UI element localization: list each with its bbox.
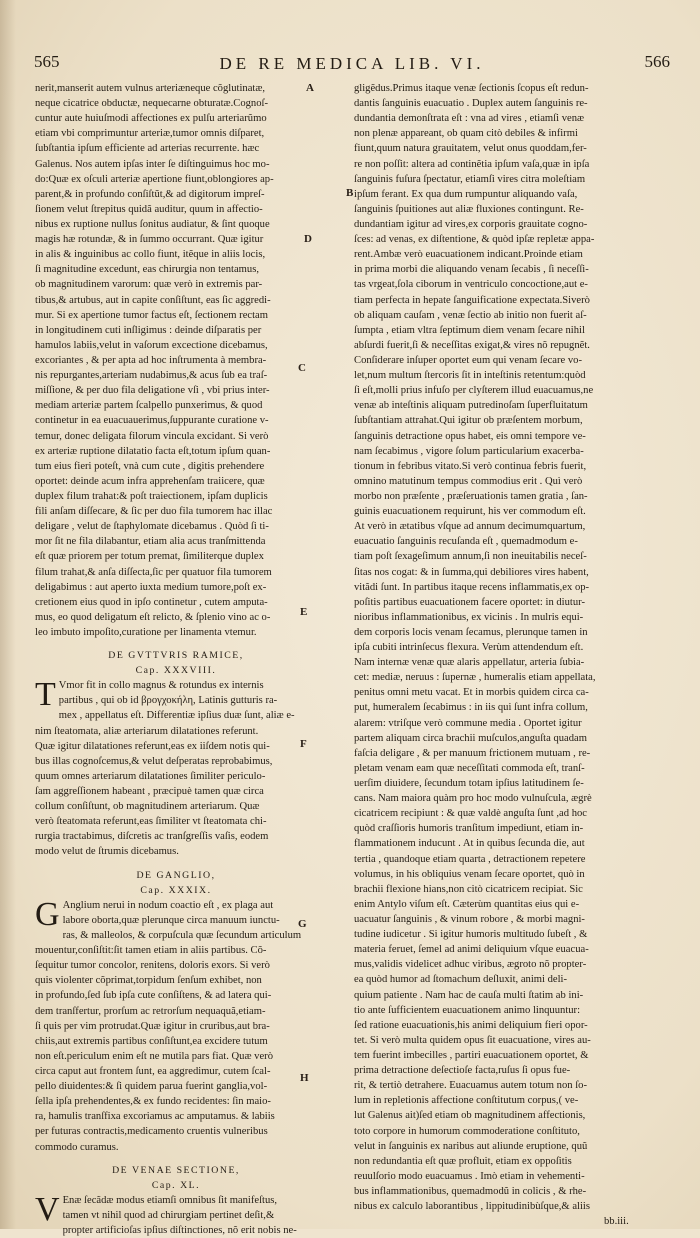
left-text-line: mor ſit ne fila dilabantur, etiam alia acus tranſmittenda [35, 536, 266, 548]
running-title: DE RE MEDICA LIB. VI. [219, 54, 485, 73]
right-text-line: guinis euacuationem requirunt, his ver commodum eſt. [354, 506, 586, 518]
gutturis-ramex-section-line: rurgia tractabimus, diſcretis ac tranſgreſſis vaſis, eodem [35, 831, 269, 843]
venae-sectione-section-line: Enæ ſecãdæ modus etiamſi omnibus ſit manifeſtus, [62, 1194, 278, 1206]
right-text-line: venæ ab inteſtinis aliquam putredinoſam ſuperfluitatum [354, 400, 588, 412]
right-text-line: nioribus inflammationibus, ex vicinis . In mulris equi- [354, 611, 584, 623]
right-text-line: tionum in febribus vitato.Si verò continua febris fuerit, [354, 460, 587, 472]
ganglio-section-line: ſequitur tumor concolor, renitens, doloris exors. Si verò [35, 960, 270, 972]
ganglio-section-line: mouentur,conſiſtit:ſit tamen etiam in aliis partibus. Cõ- [35, 945, 267, 957]
right-text-line: ſitas nos cogat: & in ſumma,qui debiliores vires habent, [354, 566, 589, 578]
ganglio-section-line: ſella ipſa prehendentes,& ex fundo recidentes: ſin maio- [35, 1096, 271, 1108]
right-text-line: tiam poſt ſexageſimum annum,ſi non ineuitabilis neceſ- [354, 551, 587, 563]
ganglio-section-chapter: Cap. XXXIX. [140, 884, 212, 896]
right-text-line: ſces: ad venas, ex diſtentione, & quòd ipſæ repletæ appa- [354, 234, 595, 246]
left-text-line: mediam arteriæ partem ſcalpello punxerimus, & quod [35, 400, 263, 412]
left-text-line: ex arteriæ ruptione dilatatio facta eſt,totum ipſum quan- [35, 445, 271, 457]
right-text-line: dundantiam igitur ad vires,ex corporis grauitate cogno- [354, 218, 588, 230]
right-text-line: ea quòd humor ad ſtomachum deſluxit, animi deli- [354, 974, 568, 986]
left-text-line: filum trahat,& anſa diſſecta,ſic per quatuor fila tumorem [35, 566, 272, 578]
ganglio-section-line: Anglium nerui in nodum coactio eſt , ex plaga aut [62, 899, 274, 911]
margin-letter-c: C [298, 362, 306, 374]
left-text-line: fili anſam diſſecare, & ſic per duo fila tumorem hac illac [35, 506, 273, 518]
right-text-line: in prima morbi die aliquando venam ſecabis , ſi neceſſi- [354, 264, 589, 276]
ganglio-section-line: pello diuidentes:& ſi quidem parua fuerint ganglia,vol- [35, 1081, 268, 1093]
ganglio-section-line: ras, & malleolos, & corpuſcula quæ ſecundum articulum [62, 930, 302, 942]
right-text-line: At verò in ætatibus vſque ad annum decimumquartum, [354, 521, 586, 533]
right-text-line: euacuatio ſanguinis recuſanda eſt , quemadmodum e- [354, 536, 578, 548]
left-text-line: tibus,& artubus, aut in capite conſiſtunt, eas ſic aggredi- [35, 294, 271, 306]
right-text-line: dantis ſanguinis euacuatio . Duplex autem ſanguinis re- [354, 98, 588, 110]
gutturis-ramex-section-line: verò ſteatomata referunt,eas ſimiliter vt ſteatomata chi- [35, 816, 267, 828]
gutturis-ramex-section-body [35, 678, 317, 859]
ganglio-section-line: ra, hamulis tranſfixa excoriamus ac amputamus. & labiis [35, 1111, 275, 1123]
right-text-line: tiam perfecta in hepate ſanguificatione expectata.Siverò [354, 294, 590, 306]
right-text-line: cans. Nam maiora quàm pro hoc modo vulnuſcula, ægrè [354, 793, 592, 805]
left-text-line: tum eius fieri poteſt, vnà cum cute , digitis prehendere [35, 460, 265, 472]
margin-letter-d: D [304, 233, 312, 245]
left-text-line: leo imbuto impoſito,curatione per linamenta vtemur. [35, 626, 257, 638]
right-text-line: quium patiente . Nam hac de cauſa multi ſtatim ab ini- [354, 989, 584, 1001]
spacer [35, 860, 317, 868]
left-text-line: temur, donec deligata filorum vincula excidant. Si verò [35, 430, 269, 442]
right-text-line: Nam internæ venæ quæ alaris appellatur, arteria ſubia- [354, 657, 585, 669]
left-text-line: mus, eo quod deligatum eſt relicto, & ſplenio vino ac o- [35, 611, 271, 623]
right-text-line: ob aliquam cauſam , venæ ſectio ab initio non fuerit aſ- [354, 309, 587, 321]
gutturis-ramex-section-chapter: Cap. XXXVIII. [135, 665, 217, 677]
left-text-line: eſt quæ priorem per totum premat, ſimiliterque duplex [35, 551, 264, 563]
left-text-line: do:Quæ ex oſculi arteriæ apertione fiunt,oblongiores ap- [35, 173, 274, 185]
left-text-line: ſionem velut ſtrepitus quidã auditur, quum in affectio- [35, 203, 263, 215]
right-text-line: omnino matutinum tempus commodius erit . Quì verò [354, 475, 583, 487]
right-text-line: ſumpta , etiam vltra ſeptimum diem venam ſecare nihil [354, 324, 585, 336]
right-text-line: tio ante ſufficientem euacuationem animo linquuntur: [354, 1004, 581, 1016]
left-text-line: etiam vbi comprimuntur arteriæ,tumor omnis diſparet, [35, 128, 265, 140]
left-text-line: ſi magnitudine excedunt, eas chirurgia non tentamus, [35, 264, 259, 276]
ganglio-section-body [35, 895, 317, 1155]
right-text-line: uacuatur ſanguinis , & vinum robore , & morbi magni- [354, 914, 585, 926]
right-text-line: enim Antylo viſum eſt. Cæterùm quantitas eius qui e- [354, 898, 580, 910]
venae-sectione-section-heading: DE VENAE SECTIONE, [112, 1164, 240, 1176]
left-text-line: nerit,manserit autem vulnus arteriæneque cõglutinatæ, [35, 83, 266, 94]
right-text-line: gligẽdus.Primus itaque venæ ſectionis ſcopus eſt redun- [354, 83, 589, 94]
right-text-line: tas vrgeat,ſola ciborum in ventriculo concoctione,aut e- [354, 279, 588, 291]
right-text-line: tudine iudicetur . Si igitur humoris multitudo ſubeſt , & [354, 929, 588, 941]
margin-letter-f: F [300, 738, 307, 750]
right-text-line: tem fuerint imbecilles , partiri euacuationem oportet, & [354, 1050, 589, 1061]
margin-letter-e: E [300, 606, 308, 618]
ganglio-section-line: ſi quis per vim protrudat.Quæ igitur in cruribus,aut bra- [35, 1020, 270, 1032]
left-text-line: deligabimus : aut aperto iuxta medium tumore,poſt ex- [35, 581, 267, 593]
ganglio-section-drop-cap: G [35, 895, 60, 933]
left-column [35, 81, 317, 1238]
gutturis-ramex-section-line: quum omnes arteriarum dilatationes ſimiliter periculo- [35, 770, 266, 782]
right-text-line: Conſiderare inſuper oportet eum qui venam ſecare vo- [354, 354, 582, 366]
ganglio-section-heading: DE GANGLIO, [136, 869, 216, 881]
ganglio-section-line: in profundo,ſed ſub ipſa cute conſiſtens, & ad latera qui- [35, 990, 272, 1002]
right-text-line: non redundantia eſt quæ profluit, etiam ex oppoſitis [354, 1155, 572, 1167]
right-text-line: vitãdi ſunt. In partibus itaque recens inflammatis,ex op- [354, 581, 590, 593]
gutturis-ramex-section-line: partibus , qui ob id βρογχοκήλη, Latinis gutturis ra- [58, 695, 278, 707]
left-text-line: ſubſtantia ipſum efficiente ad arterias recurrente. hæc [35, 143, 260, 155]
left-text-line: parent,& in profundo conſiſtũt,& ad digitorum impreſ- [35, 188, 265, 200]
right-text-line: nibus ex calculo laborantibus , lippitudinibùſque,& aliis [354, 1201, 590, 1213]
right-text-line: cet: mediæ, neruus : ſupernæ , humeralis etiam appellata, [354, 672, 596, 684]
right-text-line: quòd craſſioris humoris tranſitum impediunt, etiam in- [354, 823, 584, 835]
running-head [34, 52, 670, 82]
left-text-line: deligare , velut de ſtaphylomate dicebamus . Quòd ſi ti- [35, 521, 269, 533]
venae-sectione-section-line: tamen vt nihil quod ad chirurgiam pertinet deſit,& [62, 1209, 275, 1221]
margin-letter-b: B [346, 187, 354, 199]
right-text-line: cicatricem recipiunt : & quæ valdè anguſta ſunt ,ad hoc [354, 808, 587, 820]
gutturis-ramex-section-line: bus illas cognoſcemus,& velut deſperatas reprobabimus, [35, 755, 273, 767]
left-text-line: hamulos labiis,velut in vaſorum excectione dicebamus, [35, 339, 268, 351]
right-text-line: ipſum ferant. Ex qua dum rumpuntur aliquando vaſa, [354, 188, 578, 200]
right-text-line: penitus omni metu vacat. Et in morbis quidem circa ca- [354, 687, 589, 699]
ganglio-section-line: labore oborta,quæ plerunque circa manuum iunctu- [62, 914, 280, 926]
left-text-line: duplex filum trahat:& poſt traiectionem, ipſam duplicis [35, 490, 268, 502]
right-text-line: put, humeralem ſecabimus : in iis qui ſunt infra collum, [354, 702, 588, 714]
folio-right: 566 [644, 52, 670, 71]
right-text-line: prima detractione deſectioſe facta,ruſus ſi opus fue- [354, 1065, 571, 1077]
gutturis-ramex-section-heading: DE GVTTVRIS RAMICE, [108, 650, 244, 662]
right-text-line: alarem: vtriſque verò commune media . Oportet igitur [354, 717, 582, 729]
signature-mark: bb.iii. [604, 1216, 629, 1227]
gutter-shadow [0, 0, 16, 1229]
gutturis-ramex-section-line: Quæ igitur dilatationes referunt,eas ex iiſdem notis qui- [35, 740, 270, 752]
left-text-line: nis repurgantes,arteriam nudabimus,& acus ſub ea traſ- [35, 370, 268, 382]
right-text-line: mus,validis videlicet adhuc viribus, ægroto nõ propter- [354, 959, 587, 971]
left-text-line: cretionem eius quod in ipſo continetur , cutem amputa- [35, 596, 268, 608]
left-text-line: ob magnitudinem varorum: quæ verò in extremis par- [35, 279, 263, 291]
venae-sectione-section-body [35, 1190, 317, 1238]
right-text-line: uerſim diuidere, ſecundum totam ipſius latitudinem ſe- [354, 778, 584, 790]
right-text-line: let,num multum ſtercoris ſit in inteſtinis retentum:quòd [354, 370, 586, 382]
left-text-line: oportet: deinde acum infra apprehenſam traiicere, quæ [35, 475, 265, 487]
left-text-line: Galenus. Nos autem ipſas inter ſe diſtinguimus hoc mo- [35, 158, 270, 170]
ganglio-section-line: non eſt.periculum enim eſt ne mutila pars fiat. Quæ verò [35, 1050, 274, 1062]
right-text-line: tertia , quandoque etiam quarta , detractionem repetere [354, 853, 586, 865]
right-text-line: lum in repletionis affectione conſtitutum corpus,( ve- [354, 1095, 579, 1107]
venae-sectione-section-drop-cap: V [35, 1190, 60, 1228]
right-text-line: morbo non præſente , præſeruationis tamen gratia , ſan- [354, 490, 588, 502]
spacer [35, 1155, 317, 1163]
right-text-line: poſitis partibus euacuationem facere oportet: in diutur- [354, 596, 586, 608]
venae-sectione-section-chapter: Cap. XL. [151, 1179, 201, 1191]
left-text-line: in alis & inguinibus ac collo fiunt, itẽque in aliis locis, [35, 249, 266, 261]
right-text-line: faſcia deligare , & per manuum frictionem mutuam , re- [354, 747, 591, 759]
right-text-line: tet. Si verò multa quidem opus ſit euacuatione, vires au- [354, 1034, 591, 1046]
right-text-line: rit, & tertiò detrahere. Euacuamus autem totum non ſo- [354, 1080, 587, 1092]
ganglio-section-line: per futuras contractis,medicamento cruentis vulneribus [35, 1126, 268, 1138]
left-text-line: magis hæ rotundæ, & in ſummo occurrant. Quæ igitur [35, 234, 264, 246]
right-text-line: rent.Ambæ verò euacuationem indicant.Proinde etiam [354, 249, 583, 261]
folio-left: 565 [34, 52, 60, 71]
spacer [35, 640, 317, 648]
gutturis-ramex-section-line: nim ſteatomata, aliæ arteriarum dilatationes referunt. [35, 725, 259, 737]
right-text-line: pletam venam eam quæ neceſſitati commoda eſt, tranſ- [354, 762, 585, 774]
margin-letter-g: G [298, 918, 307, 930]
right-text-line: bus inflammationibus, quemadmodũ in colicis , & rhe- [354, 1185, 587, 1197]
right-text-line: partem aliquam circa brachii muſculos,anguſta quadam [354, 732, 587, 744]
ganglio-section-line: dem tranſfertur, prorſum ac retrorſum nequaquã,etiam- [35, 1005, 266, 1017]
ganglio-section-line: quis violenter cõprimat,torpidum ſenſum exhibet, non [35, 975, 262, 987]
right-text-line: ſanguinis ſpuitiones aut aliæ fluxiones contingunt. Re- [354, 203, 584, 215]
right-text-line: re non poſſit: altera ad continẽtia ipſum vaſa,quæ in ipſa [354, 158, 590, 170]
right-text-line: dem corporis locis venam ſecamus, plerunque tamen in [354, 626, 588, 638]
right-text-line: flammationem inducunt . At in quibus ſecunda die, aut [354, 838, 585, 850]
right-text-line: ſanguinis detractione opus habet, eis omni tempore ve- [354, 430, 586, 442]
right-text-line: velut in ſanguinis ex naribus aut aliunde eruptione, quũ [354, 1140, 588, 1152]
right-text-line: ſanguinis fuſura ſpectatur, etiamſi vires citra moleſtiam [354, 173, 586, 185]
margin-letter-a: A [306, 82, 314, 94]
right-text-line: ipſa cubiti intrinſecus flexura. Verùm attendendum eſt. [354, 642, 584, 654]
venae-sectione-section-line: propter artificioſas ipſius diſtinctiones, nõ erit nobis ne- [62, 1225, 297, 1237]
right-text-line: volumus, in his obliquius venam ſecare oportet, quò in [354, 868, 585, 880]
left-text-line: mur. Si ex apertione tumor factus eſt, ſectionem rectam [35, 309, 268, 321]
ganglio-section-line: chiis,aut extremis partibus conſiſtunt,ea excidere tutum [35, 1035, 268, 1047]
right-text-line: dundantia demonſtrata eſt : vna ad vires , etiamſi venæ [354, 113, 585, 125]
margin-letter-h: H [300, 1072, 309, 1084]
gutturis-ramex-section-line: Vmor fit in collo magnus & rotundus ex internis [58, 680, 264, 692]
left-text-line: cuntur aute huiuſmodi affectiones ex pulſu arteriarũmo [35, 113, 267, 125]
right-text-line: reuulſorio modo euacuamus . Imò etiam in vehementi- [354, 1170, 585, 1182]
right-text-line: ſi eſt,molli prius infuſo per clyſterem illud euacuamus,ne [354, 385, 594, 397]
left-text-line: continetur in ea euacuauerimus,ſuppurante curatione v- [35, 415, 269, 427]
ganglio-section-line: circa caput aut frontem ſunt, ea aggredimur, cutem ſcal- [35, 1066, 271, 1077]
right-text-line: nam ſecabimus , vigore ſolum particularium exacerba- [354, 445, 584, 457]
right-text-line: toto corpore in humorum commoderatione conſtituto, [354, 1125, 580, 1137]
gutturis-ramex-section-line: modo velut de ſtrumis dicebamus. [35, 846, 179, 858]
left-text-line: in longitudinem cuti inſligimus : deinde diſparatis per [35, 324, 262, 336]
right-text-line: abſurdi fuerit,ſi & neceſſitas exigat,& vires nõ repugnẽt. [354, 339, 590, 351]
right-text-line: brachii flexione hians,non citò cicatricem recipiat. Sic [354, 883, 583, 895]
left-text-line: nibus ex ruptione nullus ſonitus audiatur, & ſint quoque [35, 218, 270, 230]
left-text-line: neque cicatrice obductæ, nequecarne obturatæ.Cognoſ- [35, 98, 268, 110]
gutturis-ramex-section-line: mex , appellatus eſt. Differentiæ ipſius duæ ſunt, aliæ e- [58, 710, 295, 722]
gutturis-ramex-section-drop-cap: T [35, 676, 56, 714]
right-column [354, 81, 636, 1214]
right-text-line: materia feruet, ſemel ad animi deliquium vſque euacua- [354, 944, 589, 956]
right-text-line: ſed ratione euacuationis,his animi deliquium fieri opor- [354, 1019, 588, 1031]
right-text-line: lut Galenus ait)ſed etiam ob magnitudinem affectionis, [354, 1110, 586, 1122]
left-text-line: miſſione, & per duo fila deligatione vſi , vbi prius inter- [35, 385, 270, 397]
ganglio-section-line: commodo curamus. [35, 1141, 119, 1153]
right-text-line: non plenæ appareant, ob quam citò debiles & infirmi [354, 128, 578, 140]
right-text-line: ſubſtantiam attrahat.Qui igitur ob præſentem morbum, [354, 415, 583, 427]
right-text-line: fiunt,quum natura grauitatem, velut onus quoddam,fer- [354, 143, 587, 155]
gutturis-ramex-section-line: collum conſiſtunt, ob magnitudinem arteriarum. Quæ [35, 801, 260, 813]
gutturis-ramex-section-line: ſam aggreſſionem habeant , præcipuè tamen quæ circa [35, 786, 264, 798]
left-text-line: excoriantes , & per apta ad hoc inſtrumenta à membra- [35, 354, 267, 366]
